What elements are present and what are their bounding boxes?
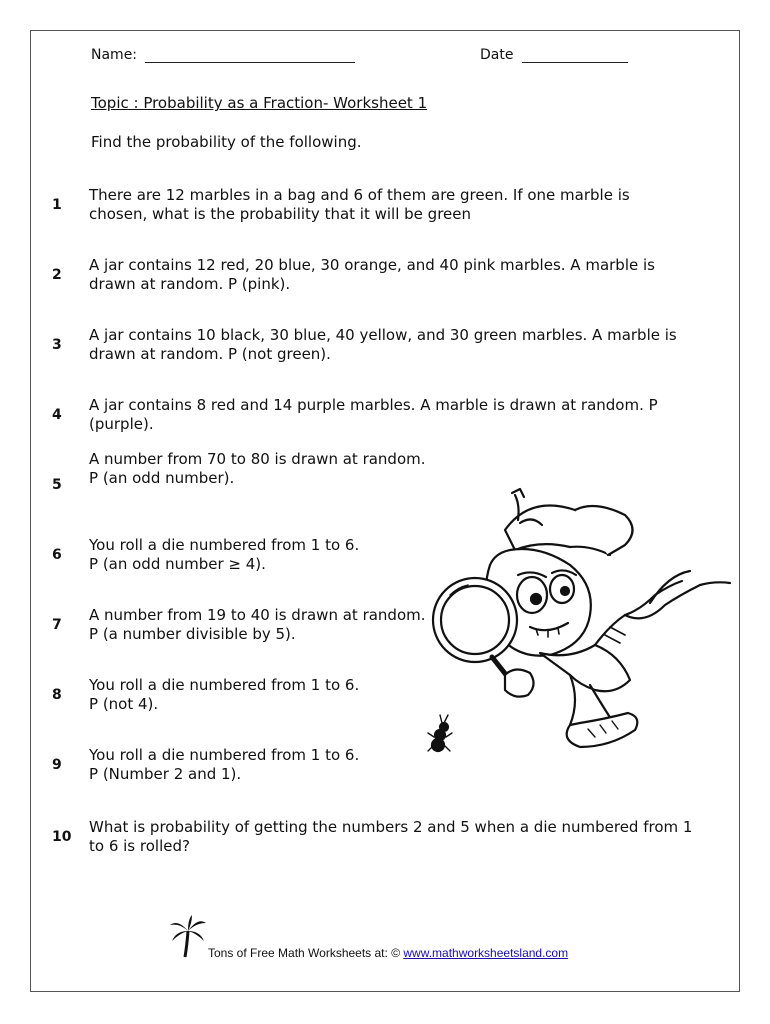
question-line: P (an odd number). [89,469,235,487]
name-field [91,47,355,63]
footer-website-link[interactable]: www.mathworksheetsland.com [403,946,569,960]
question-line: drawn at random. P (pink). [89,275,291,293]
instructions: Find the probability of the following. [91,133,362,151]
question-line: A jar contains 10 black, 30 blue, 40 yellow, and 30 green marbles. A marble is [89,326,677,344]
question-text [89,256,655,294]
question-number: 1 [52,197,62,213]
topic-title: Topic : Probability as a Fraction- Worksheet 1 [91,94,428,112]
footer-text: Tons of Free Math Worksheets at: © [208,946,401,960]
date-field [480,47,628,63]
question-line: chosen, what is the probability that it will be green [89,205,471,223]
question-text [89,396,658,434]
question-line: P (not 4). [89,695,159,713]
question-text [89,536,359,574]
question-text [89,676,359,714]
question-number: 2 [52,267,62,283]
question-line: P (an odd number ≥ 4). [89,555,266,573]
question-number: 10 [52,829,72,845]
question-number: 3 [52,337,62,353]
question-text [89,326,677,364]
question-line: There are 12 marbles in a bag and 6 of them are green. If one marble is [89,186,630,204]
question-line: You roll a die numbered from 1 to 6. [89,746,360,764]
question-number: 8 [52,687,62,703]
question-number: 6 [52,547,62,563]
question-line: A jar contains 8 red and 14 purple marbles. A marble is drawn at random. P [89,396,658,414]
question-line: What is probability of getting the numbers 2 and 5 when a die numbered from 1 [89,818,693,836]
question-text [89,746,359,784]
question-line: You roll a die numbered from 1 to 6. [89,676,360,694]
name-blank-line[interactable] [145,62,355,63]
question-line: You roll a die numbered from 1 to 6. [89,536,360,554]
question-line: A number from 70 to 80 is drawn at random. [89,450,426,468]
date-label: Date [480,47,514,63]
question-text [89,606,426,644]
footer-credit [208,946,568,960]
question-text [89,818,692,856]
date-blank-line[interactable] [522,62,628,63]
question-line: P (a number divisible by 5). [89,625,296,643]
palm-tree-icon [170,915,206,959]
question-text [89,186,630,224]
question-number: 5 [52,477,62,493]
name-label: Name: [91,47,138,63]
question-line: (purple). [89,415,154,433]
detective-cartoon-illustration [420,485,740,770]
question-number: 7 [52,617,62,633]
question-number: 4 [52,407,62,423]
question-line: drawn at random. P (not green). [89,345,331,363]
question-line: A jar contains 12 red, 20 blue, 30 orange, and 40 pink marbles. A marble is [89,256,655,274]
question-line: to 6 is rolled? [89,837,190,855]
question-text [89,450,426,488]
question-number: 9 [52,757,62,773]
question-line: P (Number 2 and 1). [89,765,242,783]
question-line: A number from 19 to 40 is drawn at random. [89,606,426,624]
